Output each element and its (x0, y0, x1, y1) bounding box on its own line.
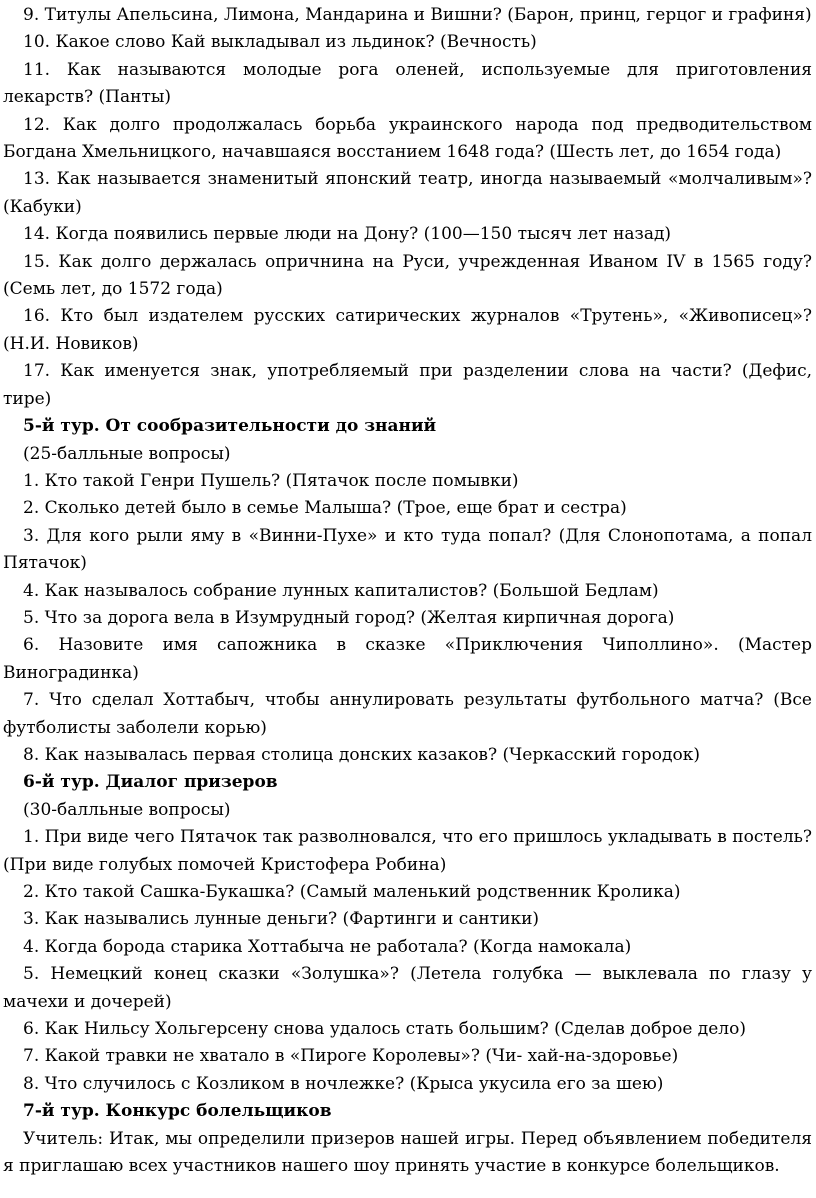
question-paragraph: 13. Как называется знаменитый японский театр, иногда называемый «молчаливым»? (Кабуки) (3, 169, 812, 217)
question-paragraph: 2. Сколько детей было в семье Малыша? (Трое, еще брат и сестра) (23, 498, 627, 519)
question-paragraph: 10. Какое слово Кай выкладывал из льдинок? (Вечность) (23, 32, 537, 53)
section-heading: 6-й тур. Диалог призеров (23, 772, 278, 793)
question-paragraph: 14. Когда появились первые люди на Дону? (100—150 тысяч лет назад) (23, 224, 672, 245)
section-heading: 7-й тур. Конкурс болельщиков (23, 1101, 332, 1122)
question-paragraph: 17. Как именуется знак, употребляемый при разделении слова на части? (Дефис, тире) (3, 361, 812, 409)
question-paragraph: 1. Кто такой Генри Пушель? (Пятачок после помывки) (23, 470, 519, 491)
question-paragraph: 4. Как называлось собрание лунных капиталистов? (Большой Бедлам) (23, 580, 659, 601)
question-paragraph: 2. Кто такой Сашка-Букашка? (Самый маленький родственник Кролика) (23, 882, 681, 902)
question-paragraph: 6. Назовите имя сапожника в сказке «Приключения Чиполлино». (Мастер Виноградинка) (3, 635, 812, 683)
question-paragraph: (25-балльные вопросы) (23, 443, 231, 464)
question-paragraph: 7. Что сделал Хоттабыч, чтобы аннулировать результаты футбольного матча? (Все футболисты заболели корью) (3, 690, 812, 738)
question-paragraph: 11. Как называются молодые рога оленей, используемые для приготовления лекарств? (Панты) (3, 59, 812, 108)
question-paragraph: 8. Что случилось с Козликом в ночлежке? (Крыса укусила его за шею) (23, 1073, 664, 1094)
question-paragraph: 7. Какой травки не хватало в «Пироге Королевы»? (Чи- хай-на-здоровье) (23, 1046, 679, 1067)
question-paragraph: (30-балльные вопросы) (23, 799, 231, 820)
question-paragraph: 5. Что за дорога вела в Изумрудный город? (Желтая кирпичная дорога) (23, 607, 675, 628)
question-paragraph: 9. Титулы Апельсина, Лимона, Мандарина и Вишни? (Барон, принц, герцог и графиня) (23, 5, 812, 25)
question-paragraph: 6. Как Нильсу Хольгерсену снова удалось стать большим? (Сделав доброе дело) (23, 1019, 746, 1040)
question-paragraph: 12. Как долго продолжалась борьба украинского народа под предводительством Богдана Хмельницкого, начавшаяся восстанием 1648 года? (Шесть лет, до 1654 года) (3, 114, 812, 163)
question-paragraph: 3. Для кого рыли яму в «Винни-Пухе» и кто туда попал? (Для Слонопотама, а попал Пятачок) (3, 525, 812, 574)
question-paragraph: Учитель: Итак, мы определили призеров нашей игры. Перед объявлением победителя я приглашаю всех участников нашего шоу принять участие в конкурсе болельщиков. (3, 1128, 812, 1177)
question-paragraph: 3. Как назывались лунные деньги? (Фартинги и сантики) (23, 909, 540, 930)
section-heading: 5-й тур. От сообразительности до знаний (23, 416, 437, 437)
document-page (3, 2, 812, 1180)
question-paragraph: 1. При виде чего Пятачок так разволновался, что его пришлось укладывать в постель? (При виде голубых помочей Кристофера Робина) (3, 827, 812, 875)
question-paragraph: 4. Когда борода старика Хоттабыча не работала? (Когда намокала) (23, 936, 632, 957)
question-paragraph: 15. Как долго держалась опричнина на Руси, учрежденная Иваном IV в 1565 году? (Семь лет, до 1572 года) (3, 251, 812, 300)
question-paragraph: 8. Как называлась первая столица донских казаков? (Черкасский городок) (23, 744, 700, 765)
question-paragraph: 16. Кто был издателем русских сатирических журналов «Трутень», «Живописец»? (Н.И. Новиков) (3, 306, 812, 354)
question-paragraph: 5. Немецкий конец сказки «Золушка»? (Летела голубка — выклевала по глазу у мачехи и дочерей) (3, 964, 812, 1012)
